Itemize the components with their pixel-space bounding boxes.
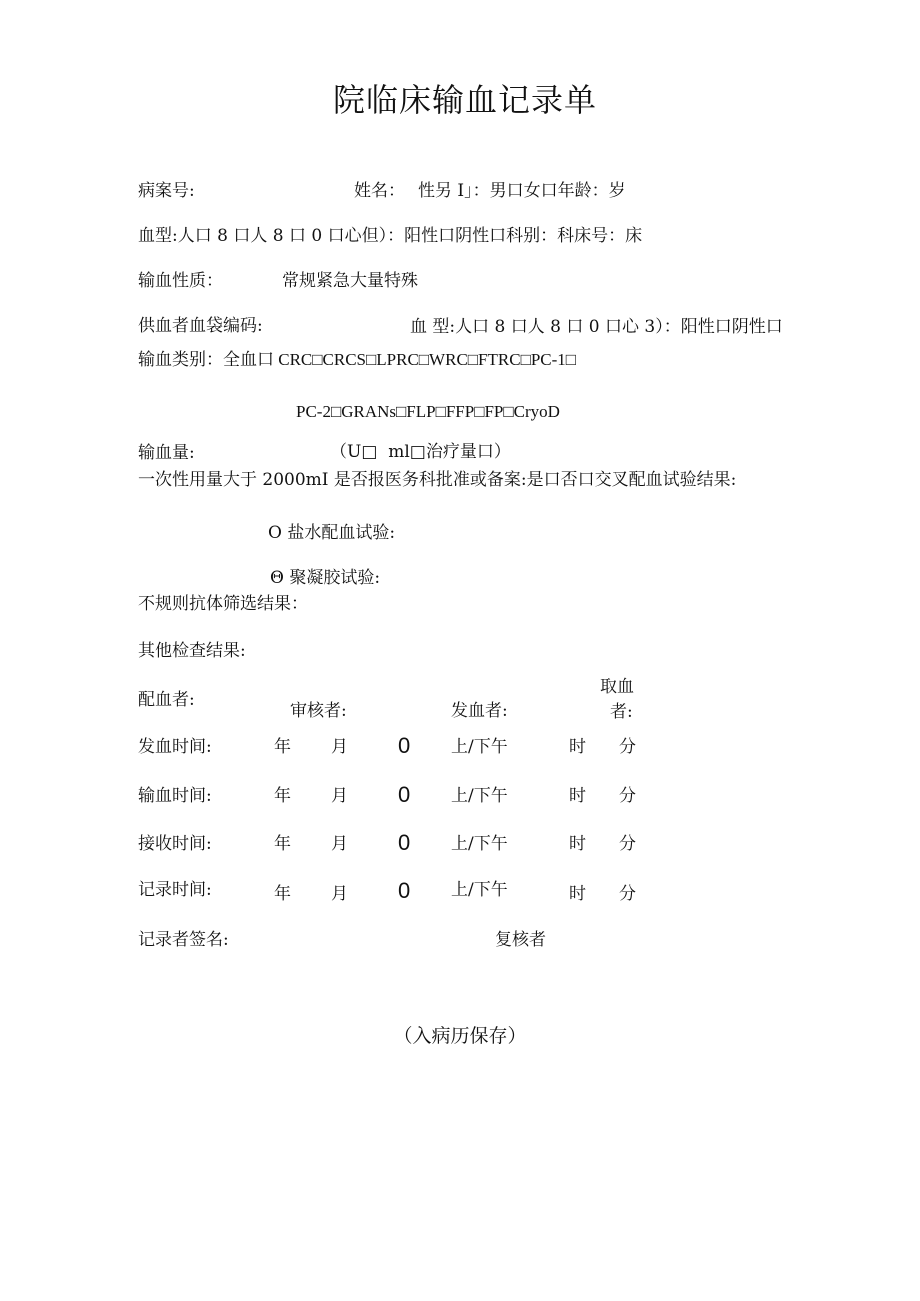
hour-unit: 时 [569, 737, 586, 757]
month-unit: 月 [331, 737, 348, 757]
minute-unit: 分 [619, 786, 636, 806]
time-row-label: 输血时间: [138, 786, 212, 806]
approval-line: 一次性用量大于 2000mI 是否报医务科批准或备案:是口否口交叉配血试验结果: [138, 470, 737, 490]
record-no-label: 病案号: [138, 181, 195, 201]
collector-label-line-2: 者: [610, 702, 633, 722]
hour-unit: 时 [569, 786, 586, 806]
hour-unit: 时 [569, 834, 586, 854]
minute-unit: 分 [619, 737, 636, 757]
antibody-screen-label: 不规则抗体筛选结果： [138, 594, 308, 614]
reviewer-label: 审核者: [290, 701, 347, 721]
crossmatch-signer-label: 配血者: [138, 690, 195, 710]
polybrene-test-label: Θ 聚凝胶试验: [270, 568, 381, 588]
recorder-signature-label: 记录者签名: [138, 930, 229, 950]
time-row [0, 733, 920, 761]
page-title: 院临床输血记录单 [333, 81, 598, 119]
transfusion-volume-label: 输血量: [138, 443, 195, 463]
minute-unit: 分 [619, 834, 636, 854]
month-unit: 月 [331, 786, 348, 806]
year-unit: 年 [274, 884, 291, 904]
donor-blood-type-line: 血 型:人口 8 口人 8 口 0 口心 3）：阳性口阴性口 [410, 317, 783, 337]
other-results-label: 其他检查结果: [138, 641, 246, 661]
collector-label-line-1: 取血 [600, 677, 634, 697]
archive-note: （入病历保存） [393, 1025, 527, 1047]
day-value: 0 [398, 733, 411, 758]
patient-blood-type-line: 血型:人口 8 口人 8 口 0 口心但）：阳性口阴性口科别：科床号：床 [138, 226, 643, 246]
transfusion-nature-label: 输血性质： [138, 271, 223, 291]
checker-label: 复核者 [495, 930, 546, 950]
am-pm-unit: 上/下午 [451, 880, 508, 900]
time-row [0, 880, 920, 910]
hour-unit: 时 [569, 884, 586, 904]
year-unit: 年 [274, 737, 291, 757]
am-pm-unit: 上/下午 [451, 834, 508, 854]
am-pm-unit: 上/下午 [451, 786, 508, 806]
am-pm-unit: 上/下午 [451, 737, 508, 757]
year-unit: 年 [274, 834, 291, 854]
year-unit: 年 [274, 786, 291, 806]
time-row [0, 830, 920, 858]
minute-unit: 分 [619, 884, 636, 904]
month-unit: 月 [331, 834, 348, 854]
time-row-label: 记录时间: [138, 880, 212, 900]
issuer-label: 发血者: [451, 701, 508, 721]
patient-name-label: 姓名： [354, 181, 405, 201]
time-row-label: 接收时间: [138, 834, 212, 854]
transfusion-nature-options: 常规紧急大量特殊 [282, 271, 418, 291]
transfusion-volume-units: （U□ ml□治疗量口） [330, 442, 511, 462]
transfusion-category-line-1: 输血类别：全血口 CRC□CRCS□LPRC□WRC□FTRC□PC-1□ [138, 350, 577, 369]
time-row [0, 782, 920, 810]
day-value: 0 [398, 782, 411, 807]
transfusion-category-line-2: PC-2□GRANs□FLP□FFP□FP□CryoD [296, 402, 560, 421]
saline-crossmatch-label: O 盐水配血试验: [268, 523, 396, 543]
sex-age-field: 性另 I」：男口女口年龄：岁 [418, 181, 626, 201]
day-value: 0 [398, 830, 411, 855]
time-row-label: 发血时间: [138, 737, 212, 757]
month-unit: 月 [331, 884, 348, 904]
donor-bag-code-label: 供血者血袋编码: [138, 316, 263, 336]
day-value: 0 [398, 878, 411, 903]
